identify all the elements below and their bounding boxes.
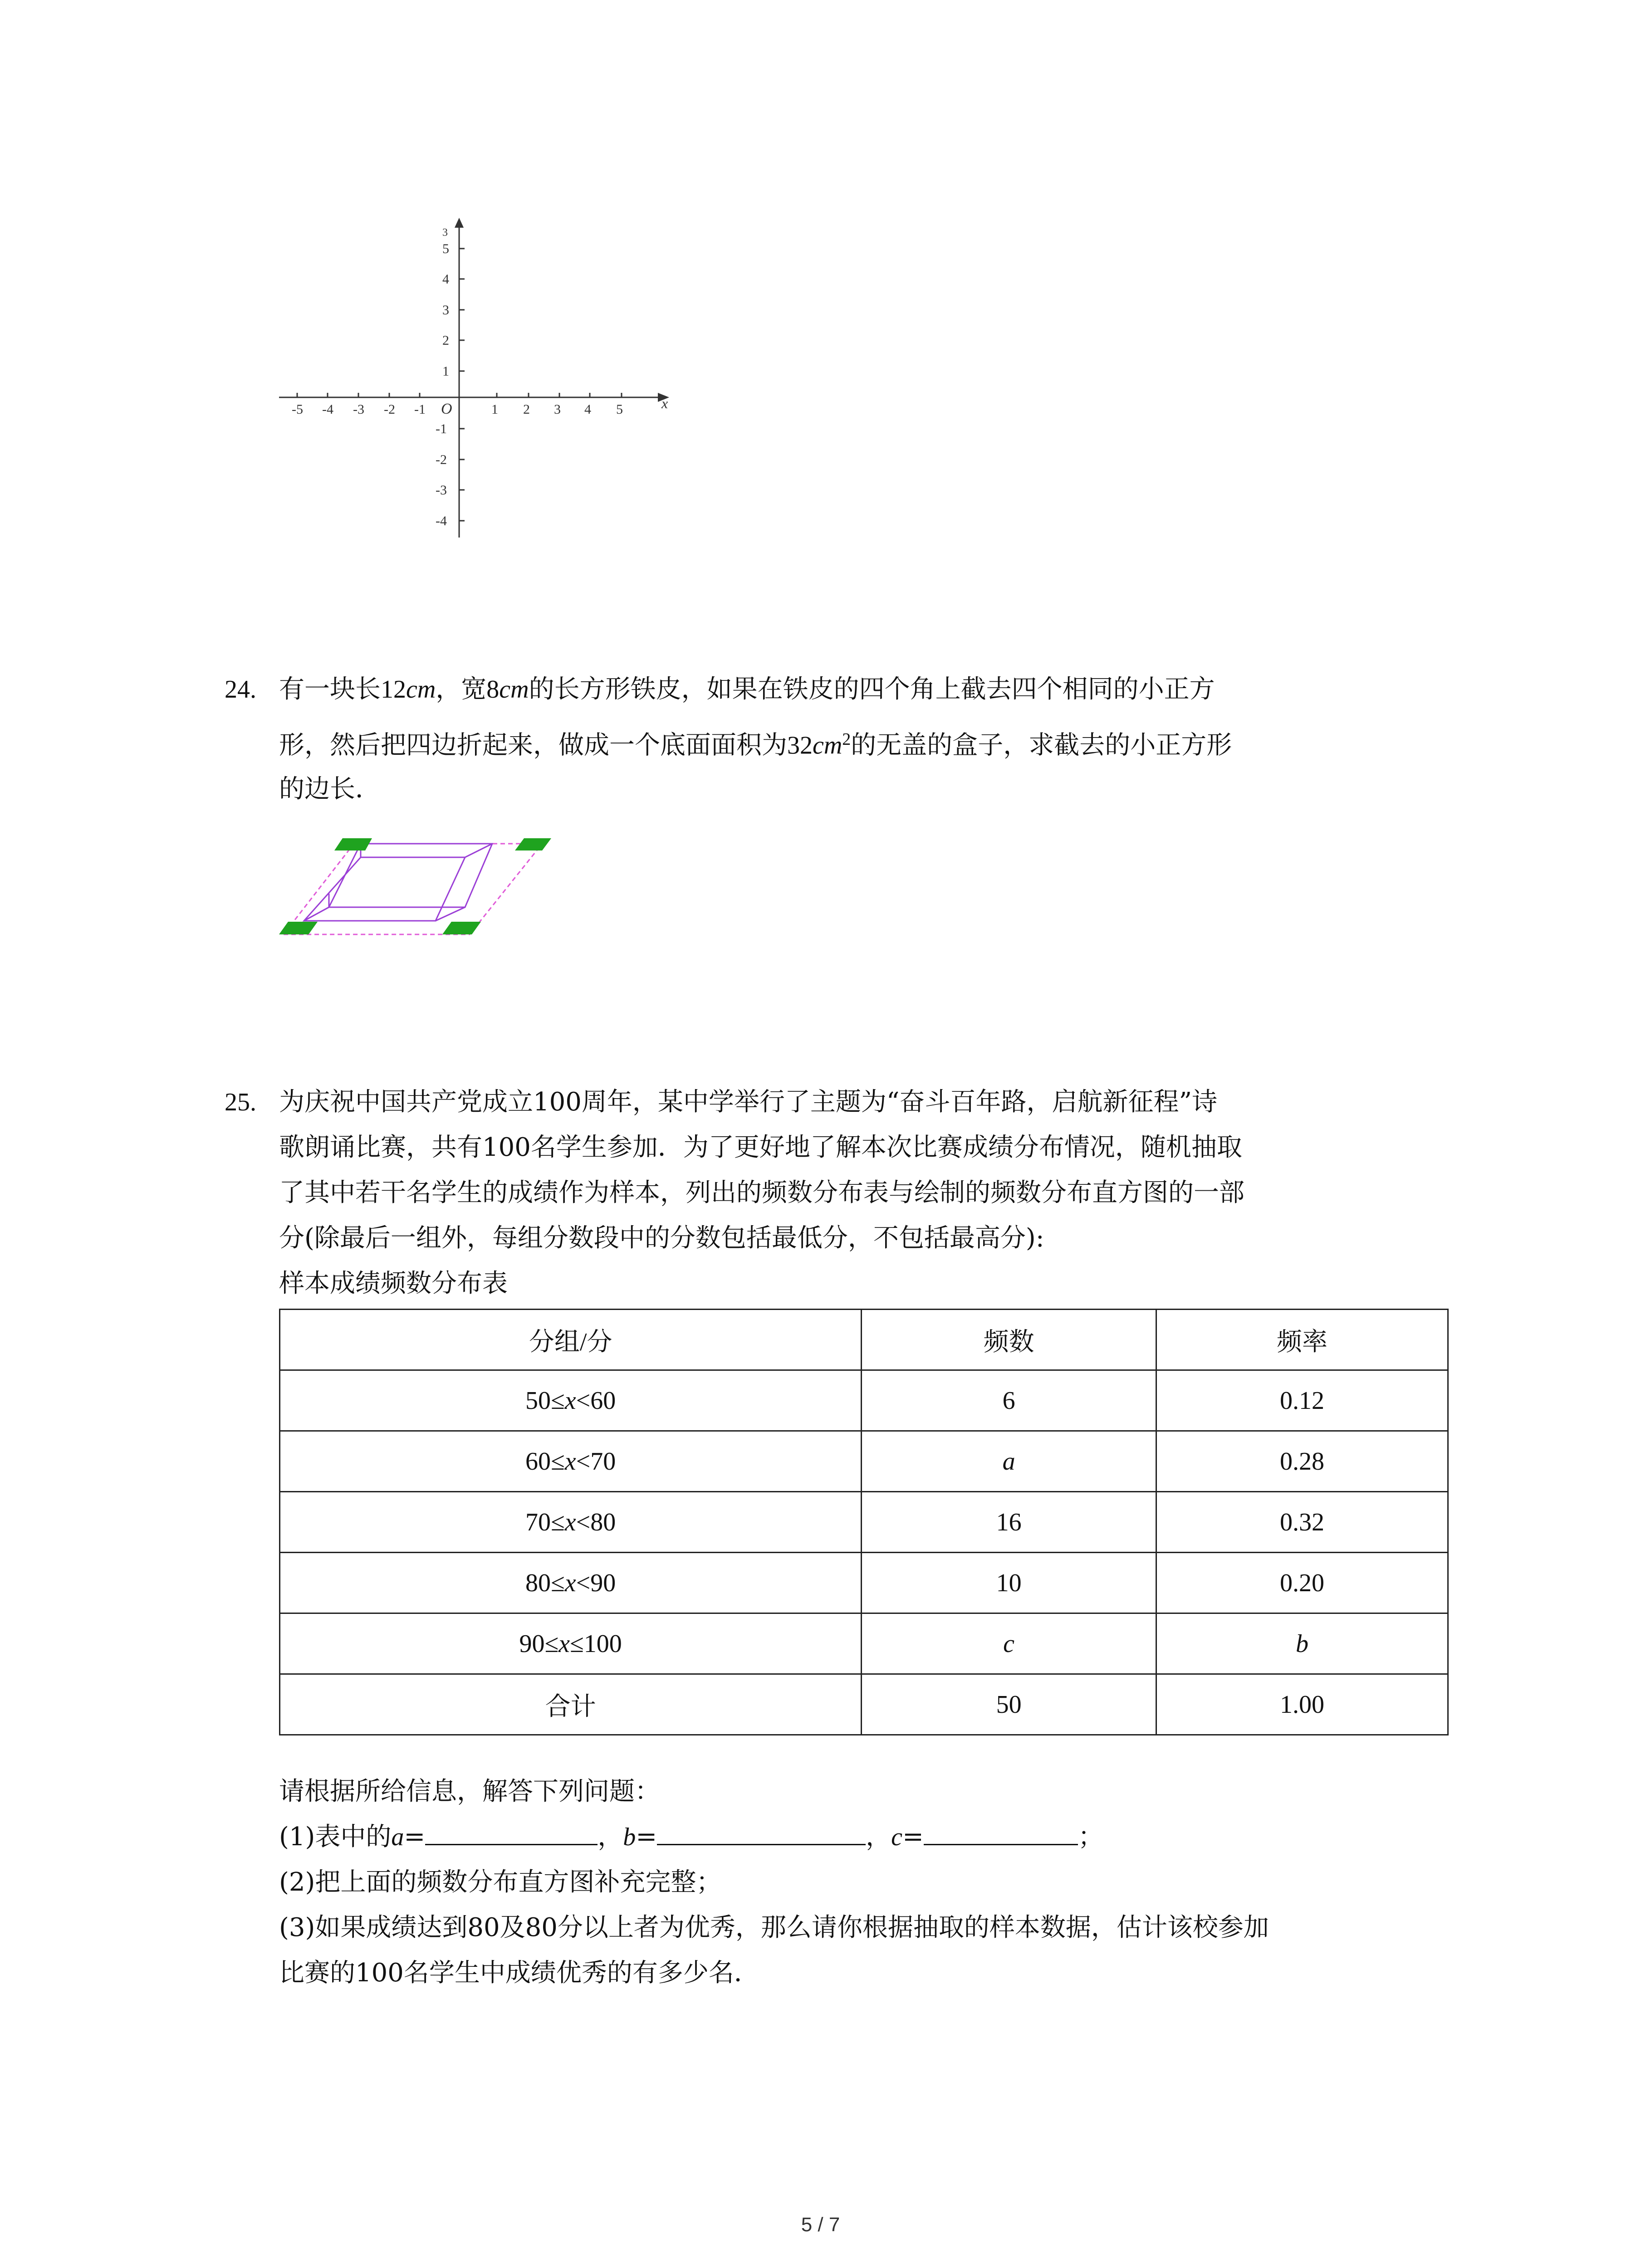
rate-cell: 0.28 (1156, 1431, 1448, 1492)
answer-blank-a[interactable] (425, 1817, 598, 1845)
question-number: 25. (225, 1088, 256, 1116)
rate-cell: 0.20 (1156, 1553, 1448, 1613)
y-tick-label: -2 (436, 452, 447, 467)
question-24-line-3: 的边长． (279, 774, 381, 804)
unit: cm (406, 675, 436, 704)
box-edge (436, 907, 465, 921)
box-edge (304, 907, 329, 921)
text: 的无盖的盒子，求截去的小正方形 (851, 730, 1232, 760)
x-tick-label: -3 (353, 402, 364, 417)
question-24-line-2 (279, 717, 1232, 768)
area-value: 32 (787, 731, 813, 760)
freq-cell: 6 (862, 1370, 1156, 1431)
length-value: 12 (381, 675, 406, 704)
group-cell: 70≤x<80 (280, 1492, 862, 1553)
x-tick-label: 5 (616, 402, 623, 417)
text: = (404, 1822, 426, 1852)
table-row (280, 1613, 1448, 1674)
y-tick-label: 3 (442, 303, 449, 318)
text: = (902, 1822, 924, 1852)
question-25-subquestions (0, 1769, 1641, 2023)
corner-square (279, 922, 318, 934)
group-cell: 50≤x<60 (280, 1370, 862, 1431)
y-tick-label: 4 (442, 272, 449, 287)
question-number: 24. (225, 675, 256, 704)
prompt: 请根据所给信息，解答下列问题： (279, 1777, 660, 1806)
subquestion-1 (279, 1814, 1103, 1860)
table-total-row (280, 1674, 1448, 1735)
total-label: 合计 (280, 1674, 862, 1735)
frequency-table (279, 1309, 1449, 1735)
corner-square (442, 922, 481, 934)
x-tick-label: -5 (292, 402, 303, 417)
text: ， (866, 1822, 892, 1852)
var-a: a (391, 1823, 404, 1851)
text: = (636, 1822, 657, 1852)
subquestion-2: (2)把上面的频数分布直方图补充完整； (279, 1867, 722, 1897)
question-25-line-1: 为庆祝中国共产党成立100周年，某中学举行了主题为“奋斗百年路，启航新征程”诗 (279, 1087, 1218, 1117)
question-25-line-3: 了其中若干名学生的成绩作为样本，列出的频数分布表与绘制的频数分布直方图的一部 (279, 1178, 1244, 1207)
x-tick-label: 4 (584, 402, 591, 417)
header-cell: 频数 (862, 1310, 1156, 1370)
table-row (280, 1553, 1448, 1613)
corner-square (334, 838, 372, 850)
header-cell: 频率 (1156, 1310, 1448, 1370)
x-tick-label: -1 (414, 402, 426, 417)
x-axis-label: x (661, 395, 668, 411)
rate-cell: 0.12 (1156, 1370, 1448, 1431)
text: (1)表中的 (279, 1822, 392, 1852)
unit: cm (813, 731, 843, 760)
text: 形，然后把四边折起来，做成一个底面面积为 (279, 730, 787, 760)
subquestion-3-line-1: (3)如果成绩达到80及80分以上者为优秀，那么请你根据抽取的样本数据，估计该校参加 (279, 1913, 1269, 1942)
question-24-line-1 (279, 667, 1215, 712)
total-rate: 1.00 (1156, 1674, 1448, 1735)
x-tick-label: 3 (554, 402, 561, 417)
header-cell: 分组/分 (280, 1310, 862, 1370)
y-tick-label: 1 (442, 364, 449, 379)
subquestion-3-line-2: 比赛的100名学生中成绩优秀的有多少名． (279, 1958, 759, 1988)
text: ，宽 (436, 675, 487, 704)
exponent: 2 (842, 730, 851, 749)
freq-cell: a (862, 1431, 1156, 1492)
question-25 (0, 1080, 1641, 1306)
coordinate-axes-figure (272, 218, 671, 553)
rate-cell: b (1156, 1613, 1448, 1674)
var-c: c (891, 1823, 903, 1851)
text: 有一块长 (279, 675, 381, 704)
table-header-row (280, 1310, 1448, 1370)
text: ， (598, 1822, 623, 1852)
corner-square (515, 838, 551, 850)
text: ； (1078, 1822, 1103, 1852)
y-tick-label: 2 (442, 333, 449, 348)
answer-blank-b[interactable] (657, 1817, 866, 1845)
freq-cell: 16 (862, 1492, 1156, 1553)
question-25-line-2: 歌朗诵比赛，共有100名学生参加．为了更好地了解本次比赛成绩分布情况，随机抽取 (279, 1133, 1242, 1162)
rate-cell: 0.32 (1156, 1492, 1448, 1553)
box-diagram (279, 830, 551, 957)
box-edge (465, 844, 492, 857)
x-tick-label: -2 (384, 402, 395, 417)
answer-blank-c[interactable] (924, 1817, 1078, 1845)
freq-cell: c (862, 1613, 1156, 1674)
total-freq: 50 (862, 1674, 1156, 1735)
box-bottom (304, 857, 465, 921)
question-24 (0, 667, 1641, 812)
y-tick-label: -4 (436, 513, 447, 528)
unit: cm (499, 675, 529, 704)
question-25-line-4: 分(除最后一组外，每组分数段中的分数包括最低分，不包括最高分): (279, 1223, 1044, 1253)
table-row (280, 1431, 1448, 1492)
width-value: 8 (486, 675, 500, 704)
origin-label: O (441, 401, 452, 417)
y-tick-label: 3 (442, 227, 448, 239)
group-cell: 90≤x≤100 (280, 1613, 862, 1674)
y-axis-arrow (455, 218, 464, 228)
text: 的长方形铁皮，如果在铁皮的四个角上截去四个相同的小正方 (529, 675, 1215, 704)
y-tick-label: 5 (442, 241, 449, 256)
table-row (280, 1370, 1448, 1431)
table-row (280, 1492, 1448, 1553)
x-tick-label: 1 (491, 402, 498, 417)
x-tick-label: -4 (322, 402, 333, 417)
table-title: 样本成绩频数分布表 (279, 1269, 508, 1298)
freq-cell: 10 (862, 1553, 1156, 1613)
page-number: 5 / 7 (801, 2214, 840, 2236)
y-tick-label: -1 (436, 421, 447, 436)
var-b: b (623, 1823, 636, 1851)
y-tick-label: -3 (436, 483, 447, 498)
box-top (329, 844, 492, 907)
x-tick-label: 2 (523, 402, 530, 417)
group-cell: 80≤x<90 (280, 1553, 862, 1613)
group-cell: 60≤x<70 (280, 1431, 862, 1492)
